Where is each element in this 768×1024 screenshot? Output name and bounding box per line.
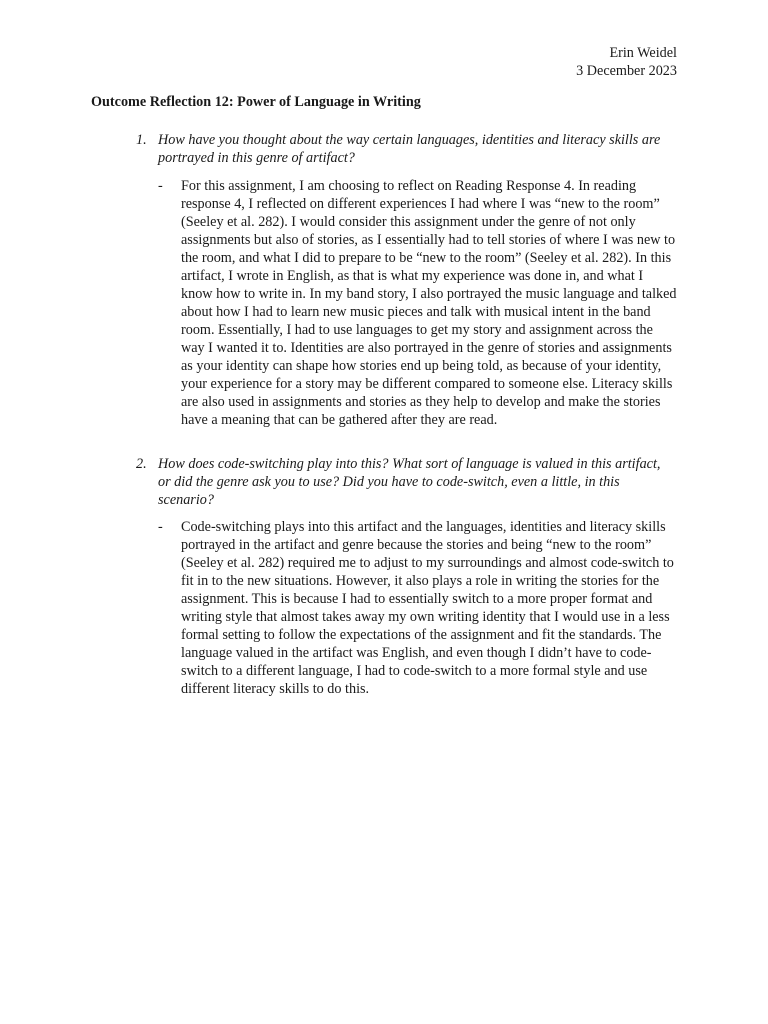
answer-1 <box>158 177 678 429</box>
question-number: 1. <box>136 132 147 148</box>
answer-2 <box>158 518 678 698</box>
question-number: 2. <box>136 456 147 472</box>
answer-text: For this assignment, I am choosing to reflect on Reading Response 4. In reading response 4, I reflected on different experiences I had where I was “new to the room” (Seeley et al. 282). I would consider this assignment under the genre of not only assignments but also of stories, as I essentially had to tell stories of where I was new to the room, and what I did to prepare to be “new to the room” (Seeley et al. 282). In this artifact, I wrote in English, as that is what my experience was done in, and what I know how to write in. In my band story, I also portrayed the music language and talked about how I had to learn new music pieces and talk with musical intent in the band room. Essentially, I had to use languages to get my story and assignment across the way I wanted it to. Identities are also portrayed in the genre of stories and assignments as your identity can shape how stories end up being told, as because of your identity, your experience for a story may be different compared to someone else. Literacy skills are also used in assignments and stories as they help to develop and make the stories have a meaning that can be gathered after they are read. <box>181 178 677 428</box>
document-date: 3 December 2023 <box>576 63 677 79</box>
bullet-dash: - <box>158 519 163 535</box>
document-title: Outcome Reflection 12: Power of Language in Writing <box>91 94 421 110</box>
answer-text: Code-switching plays into this artifact and the languages, identities and literacy skills portrayed in the artifact and genre because the stories and being “new to the room” (Seeley et al. 282) required me to adjust to my surroundings and almost code-switch to fit in to the new situations. However, it also plays a role in writing the stories for the assignment. This is because I had to essentially switch to a more proper format and writing style that almost takes away my own writing identity that I would use in a less formal setting to follow the expectations of the assignment and fit the standards. The language valued in the artifact was English, and even though I didn’t have to code-switch to a different language, I had to code-switch to a more formal style and use different literacy skills to do this. <box>181 519 674 697</box>
question-1 <box>136 131 676 167</box>
question-2 <box>136 455 676 509</box>
author-name: Erin Weidel <box>609 45 677 61</box>
document-header <box>576 44 677 80</box>
bullet-dash: - <box>158 178 163 194</box>
question-text: How have you thought about the way certain languages, identities and literacy skills are portrayed in this genre of artifact? <box>158 132 661 166</box>
question-text: How does code-switching play into this? What sort of language is valued in this artifact, or did the genre ask you to use? Did you have to code-switch, even a little, in this scenario? <box>158 456 661 508</box>
